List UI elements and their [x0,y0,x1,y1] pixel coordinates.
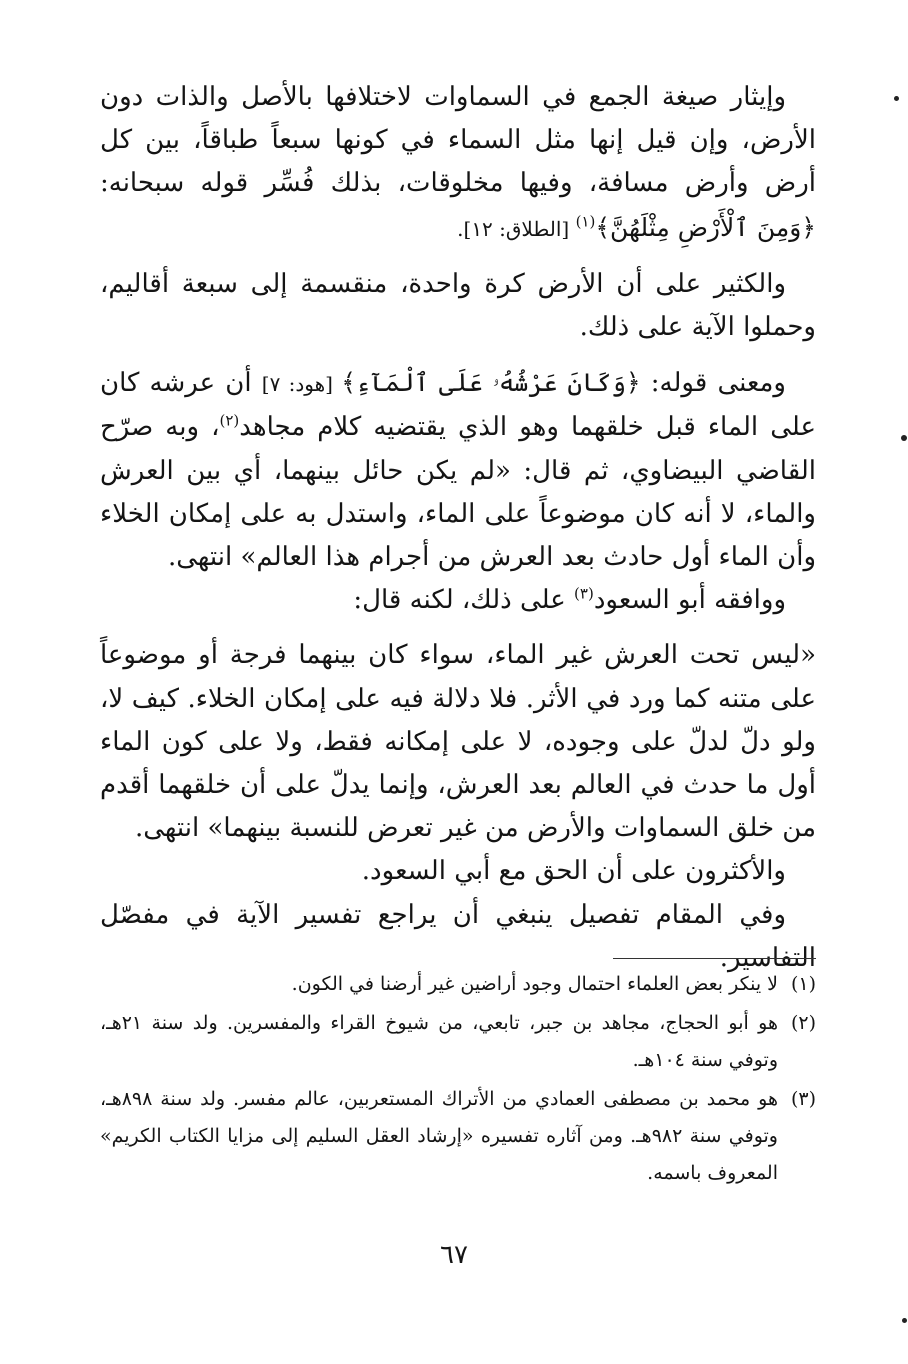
paragraph [100,850,816,893]
footnote-number: (٣) [790,1088,816,1110]
body-text: ووافقه أبو السعود [593,585,786,616]
paragraph [100,361,816,579]
footnote-marker: (١) [575,211,596,230]
body-text: والكثير على أن الأرض كرة واحدة، منقسمة إلى سبعة أقاليم، وحملوا الآية على ذلك. [100,268,816,343]
footnote-text: هو أبو الحجاج، مجاهد بن جبر، تابعي، من شيوخ القراء والمفسرين. ولد سنة ٢١هـ، وتوفي سنة ١٠٤هـ. [100,1012,778,1071]
footnote-text: هو محمد بن مصطفى العمادي من الأتراك المستعربين، عالم مفسر. ولد سنة ٨٩٨هـ، وتوفي سنة ٩٨٢هـ. ومن آثاره تفسيره «إرشاد العقل السليم إلى مزايا الكتاب الكريم» المعروف باسمه. [100,1088,778,1184]
main-text [100,76,816,980]
body-text: على ذلك، لكنه قال: [353,585,575,616]
footnote-separator [613,958,816,959]
verse-reference: [الطلاق: ١٢]. [457,216,576,241]
page-number: ٦٧ [440,1240,468,1270]
verse-reference: [هود: ٧] [261,372,342,397]
body-text: والأكثرون على أن الحق مع أبي السعود. [361,856,786,887]
verse-quote: ﴿وَكَانَ عَرْشُهُۥ عَلَى ٱلْمَآءِ﴾ [341,368,641,398]
footnote-number: (١) [790,973,816,995]
footnote-number: (٢) [790,1012,816,1034]
footnote [100,966,816,1003]
body-text: «ليس تحت العرش غير الماء، سواء كان بينهما فرجة أو موضوعاً على متنه كما ورد في الأثر. فلا دلالة فيه على إمكان الخلاء. كيف لا، ولو دلّ لدلّ على وجوده، لا على إمكانه فقط، ولا على كون الماء أول ما حدث في العالم بعد العرش، وإنما يدلّ على أن خلقهما أقدم من خلق السماوات والأرض من غير تعرض للنسبة بينهما» انتهى. [100,640,816,844]
footnote-marker: (٢) [219,411,240,430]
body-text: ، وبه صرّح القاضي البيضاوي، ثم قال: «لم يكن حائل بينهما، أي بين العرش والماء، لا أنه كان موضوعاً على الماء، واستدل به على إمكان الخلاء وأن الماء أول حادث بعد العرش من أجرام هذا العالم» انتهى. [100,412,816,573]
footnote [100,1005,816,1079]
footnotes [100,966,816,1194]
body-text: أن عرشه كان على الماء قبل خلقهما وهو الذي يقتضيه كلام مجاهد [100,368,817,443]
verse-quote: ﴿وَمِنَ ٱلْأَرْضِ مِثْلَهُنَّ﴾ [595,212,816,242]
scan-mark [902,1318,907,1323]
paragraph [100,263,816,349]
scan-mark [894,96,899,101]
body-text: وإيثار صيغة الجمع في السماوات لاختلافها بالأصل والذات دون الأرض، وإن قيل إنها مثل السماء في كونها سبعاً طباقاً، بين كل أرض وأرض مسافة، وفيها مخلوقات، بذلك فُسِّر قوله سبحانه: [100,82,816,199]
footnote [100,1081,816,1192]
paragraph [100,76,816,251]
footnote-text: لا ينكر بعض العلماء احتمال وجود أراضين غير أرضنا في الكون. [291,973,778,995]
scan-mark [901,435,907,441]
quoted-paragraph [100,634,816,850]
body-text: وفي المقام تفصيل ينبغي أن يراجع تفسير الآية في مفصّل التفاسير. [100,899,816,973]
body-text: ومعنى قوله: [640,368,786,399]
footnote-marker: (٣) [574,584,594,603]
paragraph [100,579,816,622]
